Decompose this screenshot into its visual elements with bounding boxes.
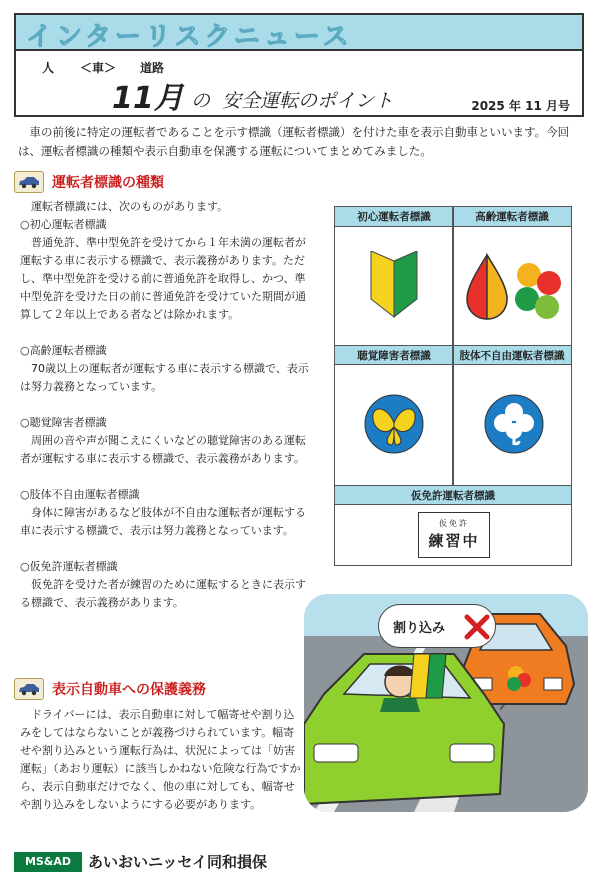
header-sub-road: 道路 [140,61,165,75]
item-heading-hearing: ○聴覚障害者標識 [20,416,107,429]
item-body-provisional: 仮免許を受けた者が練習のために運転するときに表示する標識で、表示義務があります。 [20,578,306,609]
section2-body [20,706,304,814]
section1-body [20,198,310,612]
header-sub-people: 人 [42,61,55,75]
intro-paragraph: 車の前後に特定の運転者であることを示す標識（運転者標識）を付けた車を表示自動車といいます。今回は、運転者標識の種類や表示自動車を保護する運転についてまとめてみました。 [18,125,570,158]
mark-label-elderly: 高齢運転者標識 [453,207,571,227]
cut-in-illustration [304,594,588,812]
item-heading-provisional: ○仮免許運転者標識 [20,560,118,573]
company-name: あいおいニッセイ同和損保 [88,853,267,871]
header-band [16,15,582,51]
newsletter-title: インターリスクニュース [26,22,353,52]
month-line [16,83,582,115]
section2-heading [14,677,206,701]
month-label: 11月 [112,81,184,116]
car-icon [14,678,44,700]
item-heading-beginner: ○初心運転者標識 [20,218,107,231]
cross-icon [463,613,491,641]
section1-title: 運転者標識の種類 [52,175,164,191]
elderly-mark-icon [463,253,563,321]
item-body-hearing: 周囲の音や声が聞こえにくいなどの聴覚障害のある運転者が運転する車に表示する標識で、表示義務があります。 [20,434,306,465]
item-heading-elderly: ○高齢運転者標識 [20,344,107,357]
item-body-elderly: 70歳以上の運転者が運転する車に表示する標識で、表示は努力義務となっています。 [20,362,309,393]
section1-heading [14,170,164,194]
section1-lead: 運転者標識には、次のものがあります。 [31,200,229,213]
newsletter-header [14,13,584,117]
practice-mark-small: 仮免許 [439,519,469,528]
mark-label-hearing: 聴覚障害者標識 [335,345,453,365]
issue-date: 2025 年 11 月号 [471,99,570,113]
hearing-mark-icon [363,393,425,455]
beginner-mark-icon [367,251,421,319]
section2-title: 表示自動車への保護義務 [52,682,206,698]
item-body-physical: 身体に障害があるなど肢体が不自由な運転者が運転する車に表示する標識で、表示は努力義務となっています。 [20,506,306,537]
msad-logo: MS&AD [14,852,82,872]
mark-label-physical: 肢体不自由運転者標識 [453,345,571,365]
car-icon [14,171,44,193]
practice-mark-sign [418,512,490,558]
headline [191,89,393,113]
item-heading-physical: ○肢体不自由運転者標識 [20,488,140,501]
headline-text: 安全運転のポイント [222,90,394,112]
header-sub-car: ＜車＞ [80,61,117,75]
item-body-beginner: 普通免許、準中型免許を受けてから１年未満の運転者が運転する車に表示する標識で、表示義務があります。ただし、準中型免許を受ける前に普通免許を取得し、かつ、準中型免許を受けた日の前に普通免許を受けていた期間が通算して２年以上である者などは除かれます。 [20,236,306,321]
section2-paragraph: ドライバーには、表示自動車に対して幅寄せや割り込みをしてはならないことが義務づけられています。幅寄せや割り込みという運転行為は、状況によっては「妨害運転」（あおり運転）に該当しかねない危険な行為ですから、表示自動車だけでなく、他の車に対しても、幅寄せや割り込みをしないようにする必要があります。 [20,708,301,811]
mark-label-beginner: 初心運転者標識 [335,207,453,227]
mark-label-provisional: 仮免許運転者標識 [335,485,571,505]
warning-bubble [378,604,496,648]
month-suffix: の [191,90,211,112]
warning-text: 割り込み [393,621,446,636]
physical-mark-icon [483,393,545,455]
practice-mark-big: 練習中 [428,532,480,550]
